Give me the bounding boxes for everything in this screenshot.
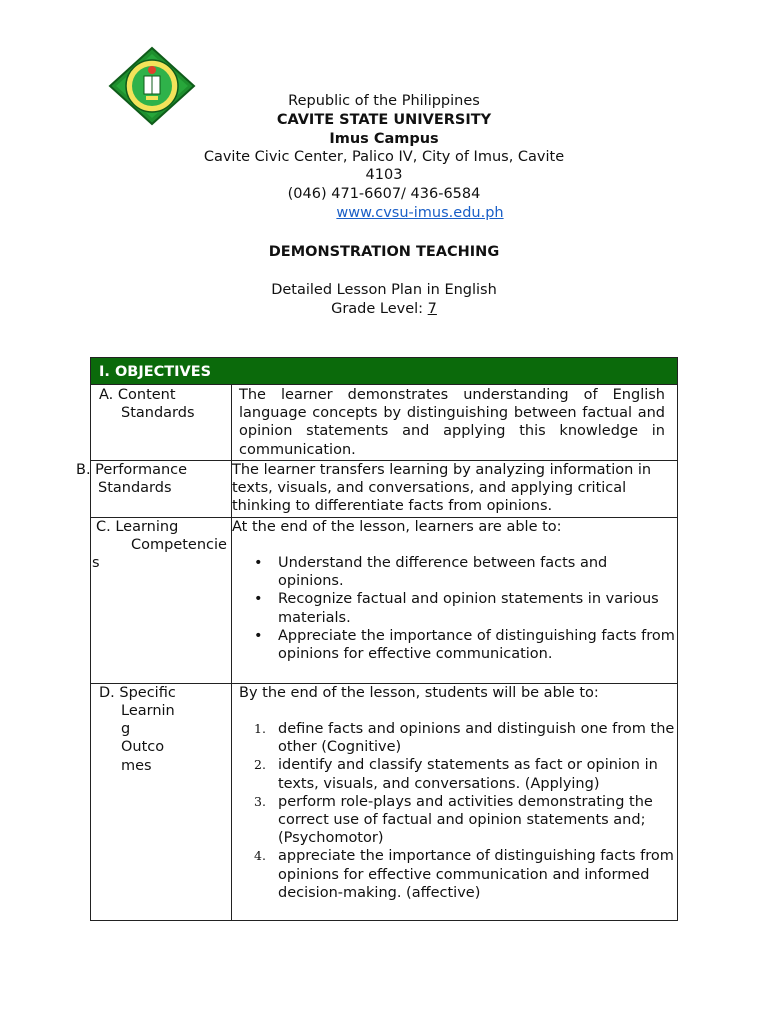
phone-line: (046) 471-6607/ 436-6584 xyxy=(287,186,481,202)
content-standards-label-1: A. Content xyxy=(99,387,176,403)
zip-line: 4103 xyxy=(365,167,403,183)
specific-outcomes-label-4: Outco xyxy=(121,739,165,755)
list-item: • Appreciate the importance of distinguishing facts from opinions for effective communication. xyxy=(232,627,676,663)
list-item xyxy=(232,720,676,756)
page-title: DEMONSTRATION TEACHING xyxy=(268,244,500,260)
republic-line: Republic of the Philippines xyxy=(288,93,480,109)
performance-standards-label-2: Standards xyxy=(98,480,172,496)
item-text: define facts and opinions and distinguish one from the other (Cognitive) xyxy=(278,721,675,756)
learning-competencies-label-1: C. Learning xyxy=(96,519,179,535)
item-text: identify and classify statements as fact or opinion in texts, visuals, and conversations. (Applying) xyxy=(278,757,658,792)
performance-standards-label-1: B. Performance xyxy=(76,462,188,478)
item-text: appreciate the importance of distinguishing facts from opinions for effective communication and informed decision-making. (affective) xyxy=(278,848,674,901)
table-row-content-standards xyxy=(90,385,678,461)
item-number: 1. xyxy=(254,721,266,736)
specific-outcomes-label-2: Learnin xyxy=(121,703,175,719)
list-item xyxy=(232,847,676,902)
lesson-plan-subtitle: Detailed Lesson Plan in English xyxy=(271,282,497,298)
list-item xyxy=(232,756,676,792)
list-item: • Understand the difference between facts and opinions. xyxy=(232,554,676,590)
item-number: 2. xyxy=(254,757,266,773)
grade-level-line xyxy=(0,301,768,317)
grade-level-label: Grade Level: xyxy=(331,301,428,317)
specific-outcomes-intro: By the end of the lesson, students will be able to: xyxy=(239,685,599,701)
specific-outcomes-label-5: mes xyxy=(121,758,152,774)
specific-outcomes-list xyxy=(232,720,676,902)
learning-competencies-label-2: Competencie xyxy=(131,537,227,553)
specific-outcomes-label-3: g xyxy=(121,721,131,737)
item-number: 4. xyxy=(254,848,266,864)
table-row-performance-standards xyxy=(76,461,678,518)
learning-competencies-list xyxy=(232,554,676,663)
item-text: perform role-plays and activities demonstrating the correct use of factual and opinion statements and; (Psychomotor) xyxy=(278,793,653,847)
university-name: CAVITE STATE UNIVERSITY xyxy=(276,112,492,128)
list-item: • Recognize factual and opinion statements in various materials. xyxy=(232,590,676,626)
table-row-learning-competencies xyxy=(90,518,678,684)
address-line: Cavite Civic Center, Palico IV, City of Imus, Cavite xyxy=(203,149,565,165)
performance-standards-text: The learner transfers learning by analyzing information in texts, visuals, and conversations, and applying critical thinking to differentiate facts from opinions. xyxy=(232,462,652,515)
specific-outcomes-label-1: D. Specific xyxy=(99,685,176,701)
learning-competencies-intro: At the end of the lesson, learners are able to: xyxy=(232,519,562,535)
table-row-specific-outcomes xyxy=(90,684,678,921)
content-standards-label-2: Standards xyxy=(121,405,195,421)
website-link[interactable]: www.cvsu-imus.edu.ph xyxy=(336,205,504,221)
objectives-heading: I. OBJECTIVES xyxy=(90,357,678,385)
list-item xyxy=(232,793,676,848)
learning-competencies-label-3: s xyxy=(92,555,100,571)
campus-name: Imus Campus xyxy=(329,131,439,147)
content-standards-text: The learner demonstrates understanding of English language concepts by distinguishing between factual and opinion statements and applying this knowledge in communication. xyxy=(239,387,665,458)
grade-level-value: 7 xyxy=(427,301,437,317)
item-number: 3. xyxy=(254,793,266,809)
